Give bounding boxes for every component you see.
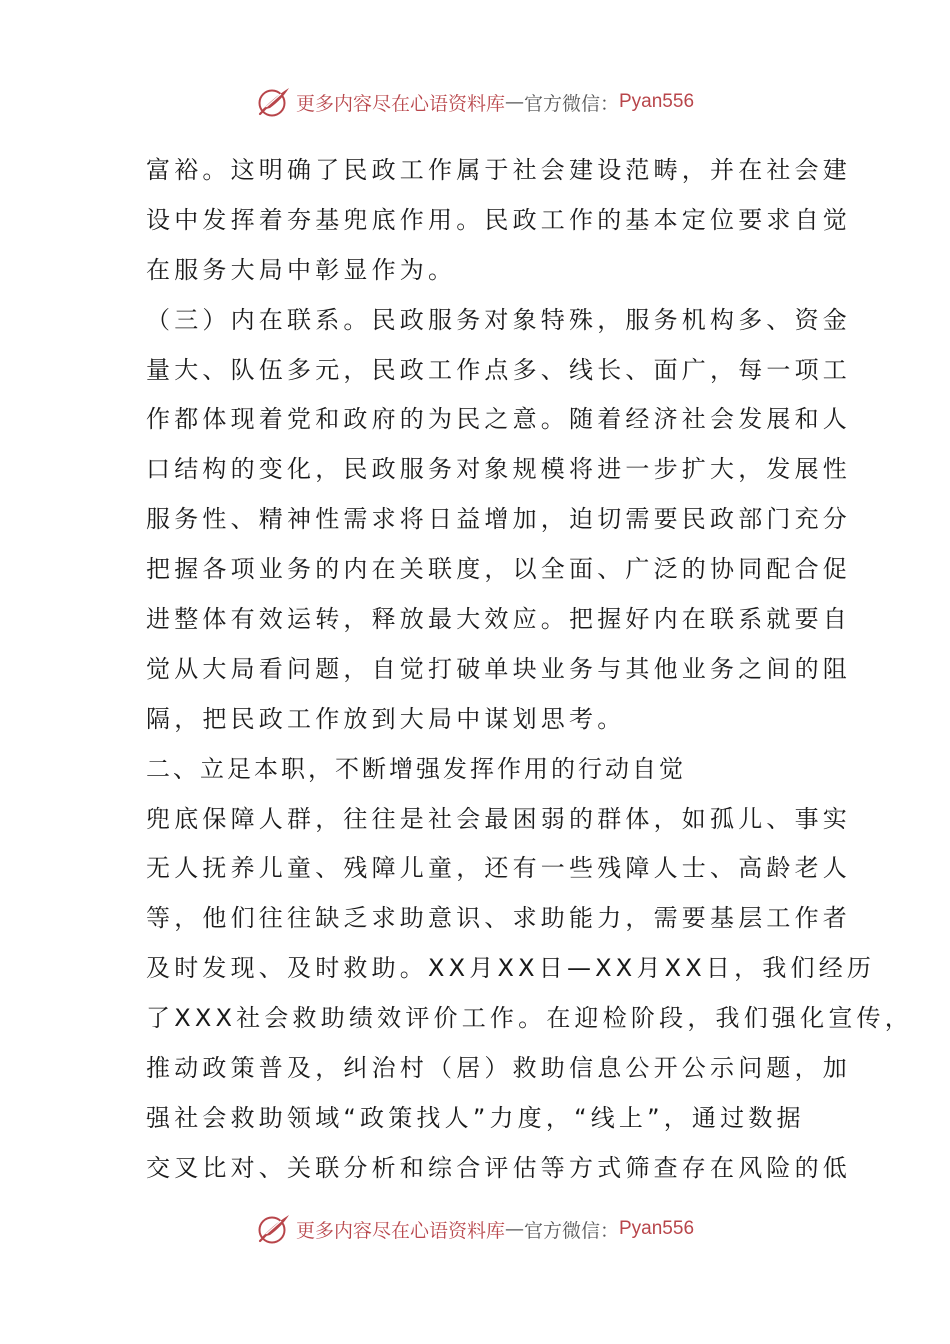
footer-watermark: [0, 1209, 950, 1249]
text-line: 进整体有效运转，释放最大效应。把握好内在联系就要自: [146, 605, 851, 634]
text-line: 量大、队伍多元，民政工作点多、线长、面广，每一项工: [146, 355, 851, 384]
text-line: 兜底保障人群，往往是社会最困弱的群体，如孤儿、事实: [146, 804, 851, 833]
text-line: 推动政策普及，纠治村（居）救助信息公开公示问题，加: [146, 1054, 851, 1083]
text-line: 交叉比对、关联分析和综合评估等方式筛查存在风险的低: [146, 1153, 851, 1182]
watermark-main-text: 更多内容尽在心语资料库: [295, 92, 505, 115]
text-line: 作都体现着党和政府的为民之意。随着经济社会发展和人: [146, 405, 851, 434]
quill-logo-icon: [256, 1211, 292, 1247]
text-line: 口结构的变化，民政服务对象规模将进一步扩大，发展性: [146, 455, 851, 484]
text-line: 把握各项业务的内在关联度，以全面、广泛的协同配合促: [146, 555, 851, 584]
watermark-label: 官方微信：: [523, 92, 619, 115]
text-line: （三）内在联系。民政服务对象特殊，服务机构多、资金: [146, 305, 851, 334]
text-line: 富裕。这明确了民政工作属于社会建设范畴，并在社会建: [146, 156, 851, 184]
text-line: 等，他们往往缺乏求助意识、求助能力，需要基层工作者: [146, 904, 851, 933]
watermark-dash: —: [504, 1218, 524, 1240]
watermark-main-text: 更多内容尽在心语资料库: [295, 1219, 505, 1242]
text-line: 觉从大局看问题，自觉打破单块业务与其他业务之间的阻: [146, 654, 851, 683]
quill-logo-icon: [256, 84, 292, 120]
watermark-wechat-id: Pyan556: [619, 91, 695, 112]
header-watermark: [0, 82, 950, 122]
watermark-wechat-id: Pyan556: [619, 1218, 695, 1239]
watermark-dash: —: [504, 91, 524, 113]
watermark-label: 官方微信：: [523, 1219, 619, 1242]
text-line: 无人抚养儿童、残障儿童，还有一些残障人士、高龄老人: [146, 854, 851, 883]
text-line: 了XXX社会救助绩效评价工作。在迎检阶段，我们强化宣传，: [146, 1004, 913, 1033]
text-line: 服务性、精神性需求将日益增加，迫切需要民政部门充分: [146, 505, 851, 534]
text-line: 及时发现、及时救助。XX月XX日—XX月XX日，我们经历: [146, 954, 876, 983]
document-body: [146, 146, 913, 1194]
text-line: 隔，把民政工作放到大局中谋划思考。: [146, 704, 626, 733]
text-line: 在服务大局中彰显作为。: [146, 255, 457, 284]
section-heading: 二、立足本职，不断增强发挥作用的行动自觉: [146, 754, 686, 783]
text-line: 设中发挥着夯基兜底作用。民政工作的基本定位要求自觉: [146, 205, 851, 234]
text-line: 强社会救助领域“政策找人”力度，“线上”，通过数据: [146, 1103, 805, 1132]
